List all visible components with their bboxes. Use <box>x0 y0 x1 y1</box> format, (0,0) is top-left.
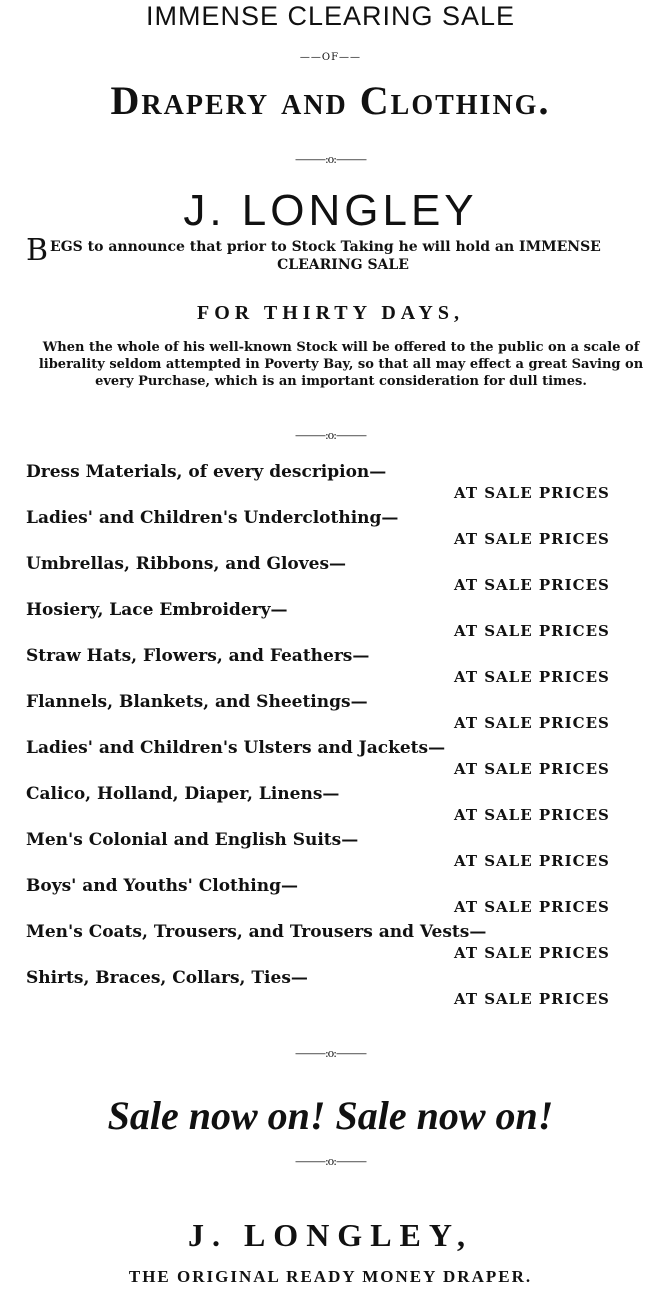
item-price: AT SALE PRICES <box>454 852 610 870</box>
list-item <box>26 784 636 830</box>
list-item <box>26 922 636 968</box>
item-name: Straw Hats, Flowers, and Feathers— <box>26 646 370 666</box>
item-list <box>26 462 636 1014</box>
item-price: AT SALE PRICES <box>454 990 610 1008</box>
announcement-line2: CLEARING SALE <box>277 257 409 273</box>
item-price: AT SALE PRICES <box>454 898 610 916</box>
list-item <box>26 462 636 508</box>
merchant-name-heading: J. LONGLEY <box>183 186 478 235</box>
merchant-name-footer: J. LONGLEY, <box>187 1217 474 1253</box>
list-item <box>26 968 636 1014</box>
item-name: Boys' and Youths' Clothing— <box>26 876 298 896</box>
list-item <box>26 646 636 692</box>
announcement-line1: EGS to announce that prior to Stock Taking he will hold an IMMENSE <box>50 239 601 255</box>
item-name: Shirts, Braces, Collars, Ties— <box>26 968 308 988</box>
divider-3: ———:o:——— <box>294 1047 367 1060</box>
item-name: Umbrellas, Ribbons, and Gloves— <box>26 554 347 574</box>
item-name: Ladies' and Children's Underclothing— <box>26 508 399 528</box>
item-price: AT SALE PRICES <box>454 484 610 502</box>
announcement <box>26 233 636 274</box>
list-item <box>26 554 636 600</box>
item-name: Dress Materials, of every descripion— <box>26 462 387 482</box>
headline-drapery-clothing: Drapery and Clothing. <box>110 78 551 123</box>
item-name: Calico, Holland, Diaper, Linens— <box>26 784 340 804</box>
list-item <box>26 600 636 646</box>
sale-details: When the whole of his well-known Stock will be offered to the public on a scale of liberality seldom attempted in Poverty Bay, so that all may effect a great Saving on every Purchase, which is an important consideration for dull times. <box>38 340 644 389</box>
item-name: Ladies' and Children's Ulsters and Jackets— <box>26 738 446 758</box>
item-name: Flannels, Blankets, and Sheetings— <box>26 692 368 712</box>
divider-2: ———:o:——— <box>294 429 367 442</box>
list-item <box>26 508 636 554</box>
merchant-tagline: THE ORIGINAL READY MONEY DRAPER. <box>128 1267 533 1286</box>
announcement-dropcap: B <box>26 233 49 268</box>
item-price: AT SALE PRICES <box>454 944 610 962</box>
item-name: Hosiery, Lace Embroidery— <box>26 600 288 620</box>
item-price: AT SALE PRICES <box>454 714 610 732</box>
list-item <box>26 738 636 784</box>
list-item <box>26 830 636 876</box>
divider-1: ———:o:——— <box>294 153 367 166</box>
item-name: Men's Colonial and English Suits— <box>26 830 359 850</box>
item-price: AT SALE PRICES <box>454 760 610 778</box>
sale-duration: FOR THIRTY DAYS, <box>197 302 464 324</box>
divider-4: ———:o:——— <box>294 1155 367 1168</box>
item-price: AT SALE PRICES <box>454 622 610 640</box>
item-price: AT SALE PRICES <box>454 530 610 548</box>
of-rule: ——OF—— <box>299 52 362 63</box>
list-item <box>26 692 636 738</box>
sale-now-on-banner: Sale now on! Sale now on! <box>107 1093 554 1138</box>
headline-immense-clearing-sale: IMMENSE CLEARING SALE <box>145 1 516 31</box>
list-item <box>26 876 636 922</box>
item-name: Men's Coats, Trousers, and Trousers and Vests— <box>26 922 487 942</box>
item-price: AT SALE PRICES <box>454 576 610 594</box>
item-price: AT SALE PRICES <box>454 668 610 686</box>
item-price: AT SALE PRICES <box>454 806 610 824</box>
